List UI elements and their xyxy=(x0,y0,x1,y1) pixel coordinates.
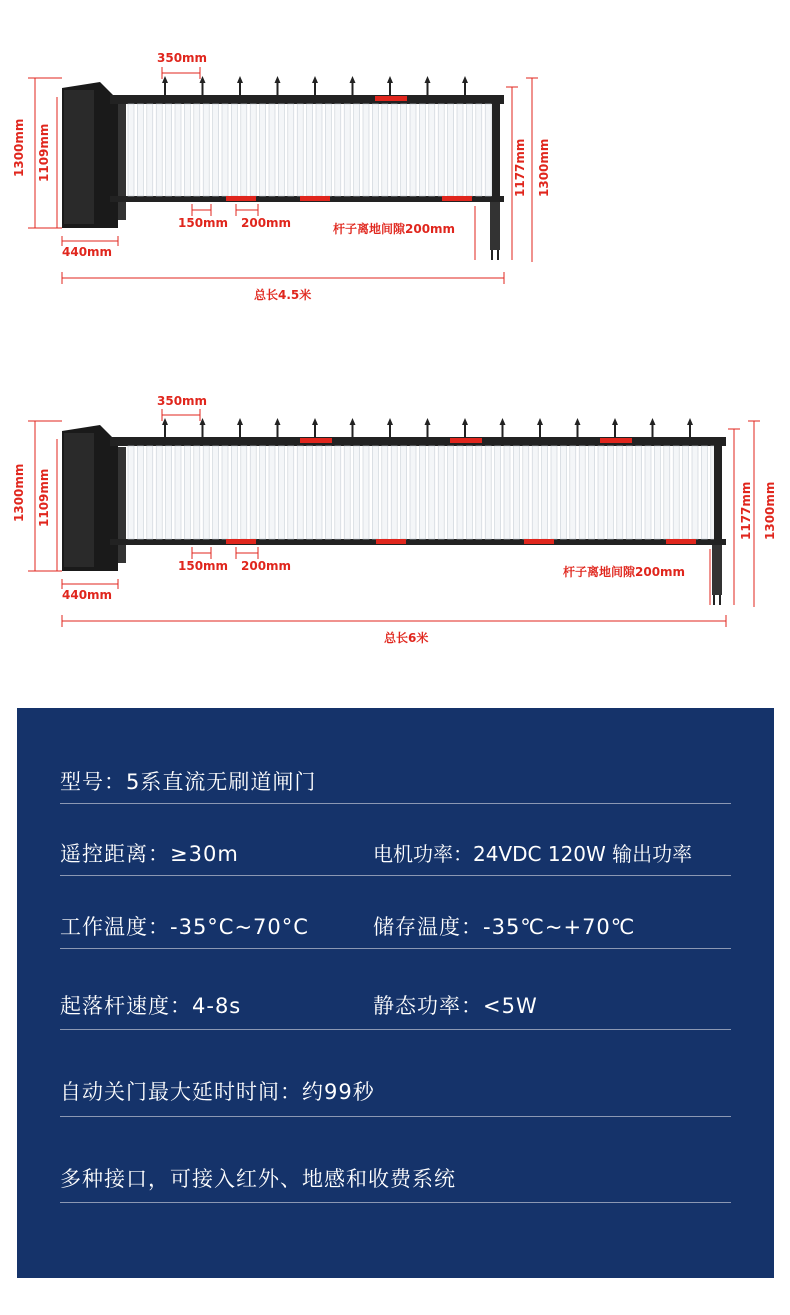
fence-bar xyxy=(560,446,566,539)
spec-interfaces: 多种接口，可接入红外、地感和收费系统 xyxy=(60,1167,456,1191)
spec-remote-distance: 遥控距离：≥30m xyxy=(60,842,239,866)
fence-bar xyxy=(241,446,247,539)
barrier-diagram-6m xyxy=(0,340,790,670)
fence-bar xyxy=(401,446,407,539)
reflector-top xyxy=(300,438,332,443)
spec-row-speed-power xyxy=(60,990,731,1030)
reflector-top xyxy=(450,438,482,443)
spec-row-remote-motor xyxy=(60,838,731,876)
fence-bar xyxy=(194,446,200,539)
fence-bar xyxy=(231,104,237,196)
fence-bar xyxy=(363,104,369,196)
fence-bar xyxy=(382,104,388,196)
fence-bar xyxy=(589,446,595,539)
spike-tip xyxy=(612,418,618,425)
end-leg xyxy=(490,202,500,250)
fence-bar xyxy=(438,104,444,196)
fence-bar xyxy=(194,104,200,196)
fence-bar xyxy=(184,104,190,196)
fence-bar xyxy=(137,104,143,196)
spike-tip xyxy=(575,418,581,425)
fence-bar xyxy=(438,446,444,539)
fence-bar xyxy=(429,104,435,196)
reflector-top xyxy=(375,96,407,101)
cabinet-side xyxy=(118,104,126,220)
spike-tip xyxy=(350,418,356,425)
fence-bar xyxy=(476,446,482,539)
fence-bar xyxy=(297,104,303,196)
fence-bar xyxy=(382,446,388,539)
fence-bar xyxy=(692,446,698,539)
end-post xyxy=(714,437,722,545)
fence-bar xyxy=(137,446,143,539)
fence-bar xyxy=(184,446,190,539)
fence-bar xyxy=(278,104,284,196)
barrier-drawing-4-5m xyxy=(0,0,790,330)
fence-bar xyxy=(260,446,266,539)
gap-200-label: 200mm xyxy=(241,216,292,230)
fence-bar xyxy=(297,446,303,539)
top-rail xyxy=(110,437,726,446)
right-total-height-label: 1300mm xyxy=(763,481,777,540)
total-length-label: 总长4.5米 xyxy=(254,288,312,302)
fence-bar xyxy=(532,446,538,539)
fence-bar xyxy=(401,104,407,196)
fence-bar xyxy=(683,446,689,539)
fence-bar xyxy=(241,104,247,196)
cabinet-width-label: 440mm xyxy=(62,245,113,259)
fence-bar xyxy=(570,446,576,539)
fence-bar xyxy=(636,446,642,539)
fence-bar xyxy=(231,446,237,539)
end-post xyxy=(492,95,500,202)
spike-tip xyxy=(162,76,168,83)
fence-bar xyxy=(269,104,275,196)
cabinet-panel xyxy=(64,90,94,224)
fence-bar xyxy=(203,104,209,196)
gap-200-label: 200mm xyxy=(241,559,292,573)
cabinet-side xyxy=(118,447,126,563)
reflector-bottom xyxy=(226,539,256,544)
fence-bar xyxy=(316,104,322,196)
reflector-bottom xyxy=(442,196,472,201)
fence-bar xyxy=(654,446,660,539)
ground-clearance-label: 杆子离地间隙200mm xyxy=(333,222,456,236)
fence-bar xyxy=(664,446,670,539)
spike-tip xyxy=(500,418,506,425)
spike-tip xyxy=(237,418,243,425)
fence-bar xyxy=(429,446,435,539)
spike-tip xyxy=(312,76,318,83)
gap-150-label: 150mm xyxy=(178,559,229,573)
fence-bar xyxy=(335,446,341,539)
fence-bar xyxy=(485,446,491,539)
gap-150-label: 150mm xyxy=(178,216,229,230)
fence-bar xyxy=(147,104,153,196)
fence-bar xyxy=(410,104,416,196)
fence-bar xyxy=(448,446,454,539)
spike-tip xyxy=(237,76,243,83)
fence-bar xyxy=(156,446,162,539)
fence-bar xyxy=(466,104,472,196)
fence-bar xyxy=(325,104,331,196)
fence-bar xyxy=(307,104,313,196)
left-total-height-label: 1300mm xyxy=(12,118,26,177)
fence-bar xyxy=(250,104,256,196)
fence-bar xyxy=(617,446,623,539)
fence-bar xyxy=(354,104,360,196)
fence-bar xyxy=(325,446,331,539)
fence-bar xyxy=(485,104,491,196)
top-spacing-label: 350mm xyxy=(157,394,208,408)
fence-bar xyxy=(147,446,153,539)
fence-bar xyxy=(166,446,172,539)
fence-bar xyxy=(701,446,707,539)
right-total-height-label: 1300mm xyxy=(537,138,551,197)
fence-bar xyxy=(673,446,679,539)
fence-bar xyxy=(419,446,425,539)
fence-bar xyxy=(448,104,454,196)
fence-bar xyxy=(466,446,472,539)
right-inner-height-label: 1177mm xyxy=(513,138,527,197)
end-leg xyxy=(712,545,722,595)
fence-bar xyxy=(288,446,294,539)
fence-bar xyxy=(250,446,256,539)
fence-bar xyxy=(203,446,209,539)
spike-tip xyxy=(162,418,168,425)
fence-bar xyxy=(523,446,529,539)
cabinet-panel xyxy=(64,433,94,567)
fence-bar xyxy=(288,104,294,196)
spike-tip xyxy=(275,418,281,425)
fence-bar xyxy=(213,446,219,539)
fence-bar xyxy=(495,446,501,539)
ground-clearance-label: 杆子离地间隙200mm xyxy=(563,565,686,579)
spec-motor-power: 电机功率：24VDC 120W 输出功率 xyxy=(373,842,693,866)
spec-model: 型号：5系直流无刷道闸门 xyxy=(60,770,317,794)
fence-bar xyxy=(476,104,482,196)
fence-bar xyxy=(213,104,219,196)
left-total-height-label: 1300mm xyxy=(12,463,26,522)
reflector-top xyxy=(600,438,632,443)
fence-bar xyxy=(372,104,378,196)
reflector-bottom xyxy=(524,539,554,544)
fence-bar xyxy=(307,446,313,539)
spec-row-auto-close xyxy=(60,1076,731,1117)
fence-bar xyxy=(391,446,397,539)
fence-bar xyxy=(504,446,510,539)
spec-row-temperature xyxy=(60,911,731,949)
spike-tip xyxy=(275,76,281,83)
left-inner-height-label: 1109mm xyxy=(37,468,51,527)
reflector-bottom xyxy=(226,196,256,201)
spike-tip xyxy=(387,418,393,425)
spike-tip xyxy=(425,418,431,425)
fence-bar xyxy=(363,446,369,539)
spec-standby-power: 静态功率：<5W xyxy=(373,994,538,1018)
spec-lift-speed: 起落杆速度：4-8s xyxy=(60,994,242,1018)
fence-bar xyxy=(335,104,341,196)
fence-bar xyxy=(166,104,172,196)
fence-bar xyxy=(513,446,519,539)
fence-bar xyxy=(598,446,604,539)
fence-bar xyxy=(175,104,181,196)
spike-tip xyxy=(462,76,468,83)
reflector-bottom xyxy=(666,539,696,544)
reflector-bottom xyxy=(376,539,406,544)
spike-tip xyxy=(312,418,318,425)
spec-working-temp: 工作温度：-35°C~70°C xyxy=(60,915,309,939)
fence-bar xyxy=(372,446,378,539)
fence-bar xyxy=(626,446,632,539)
spike-tip xyxy=(425,76,431,83)
left-inner-height-label: 1109mm xyxy=(37,123,51,182)
bottom-rail xyxy=(110,539,726,545)
fence-bar xyxy=(222,446,228,539)
total-length-label: 总长6米 xyxy=(384,631,429,645)
fence-bar xyxy=(354,446,360,539)
spec-auto-close: 自动关门最大延时时间：约99秒 xyxy=(60,1080,375,1104)
spec-row-model xyxy=(60,766,731,804)
fence-bar xyxy=(269,446,275,539)
spike-tip xyxy=(462,418,468,425)
fence-bar xyxy=(128,104,134,196)
spike-tip xyxy=(537,418,543,425)
fence-bar xyxy=(260,104,266,196)
fence-bar xyxy=(607,446,613,539)
fence-bar xyxy=(128,446,134,539)
spike-tip xyxy=(350,76,356,83)
fence-bar xyxy=(551,446,557,539)
fence-bar xyxy=(419,104,425,196)
fence-bar xyxy=(457,104,463,196)
fence-bar xyxy=(579,446,585,539)
barrier-diagram-4-5m xyxy=(0,0,790,330)
top-spacing-label: 350mm xyxy=(157,51,208,65)
fence-bar xyxy=(222,104,228,196)
barrier-drawing-6m xyxy=(0,340,790,670)
fence-bar xyxy=(344,104,350,196)
cabinet-width-label: 440mm xyxy=(62,588,113,602)
reflector-bottom xyxy=(300,196,330,201)
spike-tip xyxy=(387,76,393,83)
fence-bar xyxy=(156,104,162,196)
fence-bar xyxy=(175,446,181,539)
spike-tip xyxy=(687,418,693,425)
right-inner-height-label: 1177mm xyxy=(739,481,753,540)
fence-bar xyxy=(410,446,416,539)
fence-bar xyxy=(344,446,350,539)
spike-tip xyxy=(650,418,656,425)
spec-panel xyxy=(17,708,774,1278)
fence-bar xyxy=(457,446,463,539)
fence-bar xyxy=(645,446,651,539)
spec-storage-temp: 储存温度：-35℃~+70℃ xyxy=(373,915,636,939)
top-rail xyxy=(110,95,504,104)
fence-bar xyxy=(316,446,322,539)
spec-row-interfaces xyxy=(60,1163,731,1203)
fence-bar xyxy=(278,446,284,539)
fence-bar xyxy=(542,446,548,539)
fence-bar xyxy=(391,104,397,196)
